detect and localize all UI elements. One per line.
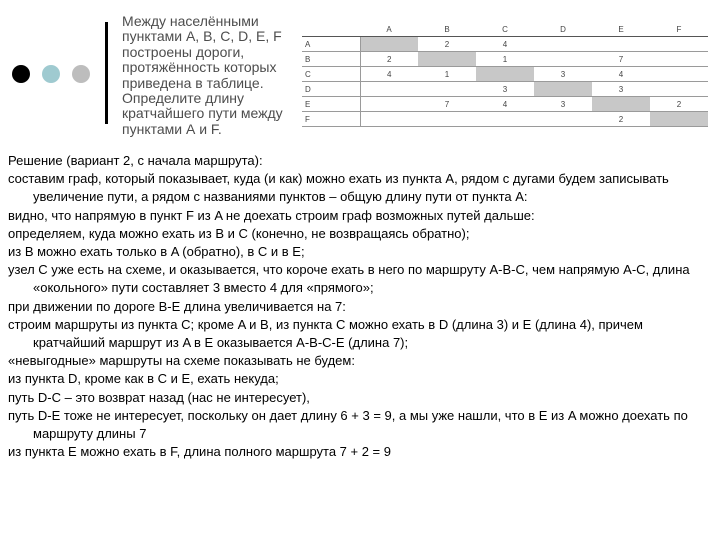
- column-header: C: [476, 22, 534, 37]
- column-header: E: [592, 22, 650, 37]
- solution-paragraph: узел C уже есть на схеме, и оказывается, что короче ехать в него по маршруту A-B-C, чем напрямую A-C, длина «окольного» пути составляет 3 вместо 4 для «прямого»;: [8, 262, 690, 296]
- table-cell: 3: [592, 82, 650, 97]
- table-cell: 4: [476, 37, 534, 52]
- table-cell: 4: [476, 97, 534, 112]
- solution-paragraph: видно, что напрямую в пункт F из A не доехать строим граф возможных путей дальше:: [8, 207, 535, 223]
- table-row: [302, 97, 708, 112]
- solution-heading: Решение (вариант 2, с начала маршрута):: [8, 153, 263, 168]
- row-label: E: [302, 97, 360, 112]
- solution-paragraph: «невыгодные» маршруты на схеме показывать не будем:: [8, 353, 355, 369]
- solution-paragraph: строим маршруты из пункта C; кроме A и B, из пункта C можно ехать в D (длина 3) и E (длина 4), причем кратчайший маршрут из A в E оказывается A-B-C-E (длина 7);: [8, 316, 643, 351]
- table-cell: [534, 52, 592, 67]
- solution-paragraph: из пункта D, кроме как в C и E, ехать некуда;: [8, 371, 279, 387]
- table-row: [302, 112, 708, 127]
- table-cell: 1: [476, 52, 534, 67]
- row-label: D: [302, 82, 360, 97]
- solution-paragraph: из B можно ехать только в A (обратно), в C и в E;: [8, 244, 305, 260]
- table-cell: 2: [592, 112, 650, 127]
- table-cell: 4: [360, 67, 418, 82]
- solution-paragraph: определяем, куда можно ехать из B и C (конечно, не возвращаясь обратно);: [8, 225, 470, 241]
- table-cell: [360, 82, 418, 97]
- column-header: B: [418, 22, 476, 37]
- solution-paragraph: составим граф, который показывает, куда (и как) можно ехать из пункта А, рядом с дугами будем записывать увеличение пути, а рядом с названиями пунктов – общую длину пути от пункта А:: [8, 171, 669, 205]
- table-cell: [650, 112, 708, 127]
- table-row: [302, 82, 708, 97]
- table-cell: [650, 52, 708, 67]
- gray-dot-icon: [72, 65, 90, 83]
- table-cell: [418, 112, 476, 127]
- black-dot-icon: [12, 65, 30, 83]
- table-cell: [360, 112, 418, 127]
- table-cell: [360, 97, 418, 112]
- table-cell: 1: [418, 67, 476, 82]
- solution-text: [8, 152, 714, 461]
- row-label: A: [302, 37, 360, 52]
- table-cell: [592, 37, 650, 52]
- teal-dot-icon: [42, 65, 60, 83]
- solution-paragraph: из пункта E можно ехать в F, длина полного маршрута 7 + 2 = 9: [8, 444, 391, 460]
- table-cell: 7: [592, 52, 650, 67]
- table-cell: [650, 82, 708, 97]
- table-cell: [650, 37, 708, 52]
- table-cell: 3: [534, 97, 592, 112]
- table-cell: 2: [418, 37, 476, 52]
- table-cell: [360, 37, 418, 52]
- table-cell: [476, 67, 534, 82]
- table-cell: 2: [360, 52, 418, 67]
- table-cell: [534, 82, 592, 97]
- table-cell: [534, 37, 592, 52]
- vertical-divider: [105, 22, 108, 124]
- column-header: F: [650, 22, 708, 37]
- solution-paragraph: путь D-E тоже не интересует, поскольку он дает длину 6 + 3 = 9, а мы уже нашли, что в E из A можно доехать по маршруту длины 7: [8, 407, 688, 442]
- table-cell: [418, 52, 476, 67]
- column-header: A: [360, 22, 418, 37]
- solution-paragraph: путь D-C – это возврат назад (нас не интересует),: [8, 389, 310, 405]
- problem-statement: Между населёнными пунктами A, B, C, D, E, F построены дороги, протяжённость которых приведена в таблице. Определите длину кратчайшего пути между пунктами А и F.: [122, 13, 283, 137]
- row-label: F: [302, 112, 360, 127]
- table-cell: [418, 82, 476, 97]
- table-corner: [302, 22, 360, 37]
- table-cell: 7: [418, 97, 476, 112]
- column-header: D: [534, 22, 592, 37]
- table-row: [302, 52, 708, 67]
- table-row: [302, 37, 708, 52]
- distance-table: [302, 22, 708, 127]
- table-header-row: [302, 22, 708, 37]
- table-row: [302, 67, 708, 82]
- table-cell: 4: [592, 67, 650, 82]
- solution-paragraph: при движении по дороге B-E длина увеличивается на 7:: [8, 298, 346, 314]
- table-cell: [476, 112, 534, 127]
- decorative-dots: [12, 63, 98, 85]
- row-label: C: [302, 67, 360, 82]
- table-cell: 3: [476, 82, 534, 97]
- table-cell: [650, 67, 708, 82]
- table-cell: [534, 112, 592, 127]
- row-label: B: [302, 52, 360, 67]
- table-cell: [592, 97, 650, 112]
- table-cell: 3: [534, 67, 592, 82]
- table-cell: 2: [650, 97, 708, 112]
